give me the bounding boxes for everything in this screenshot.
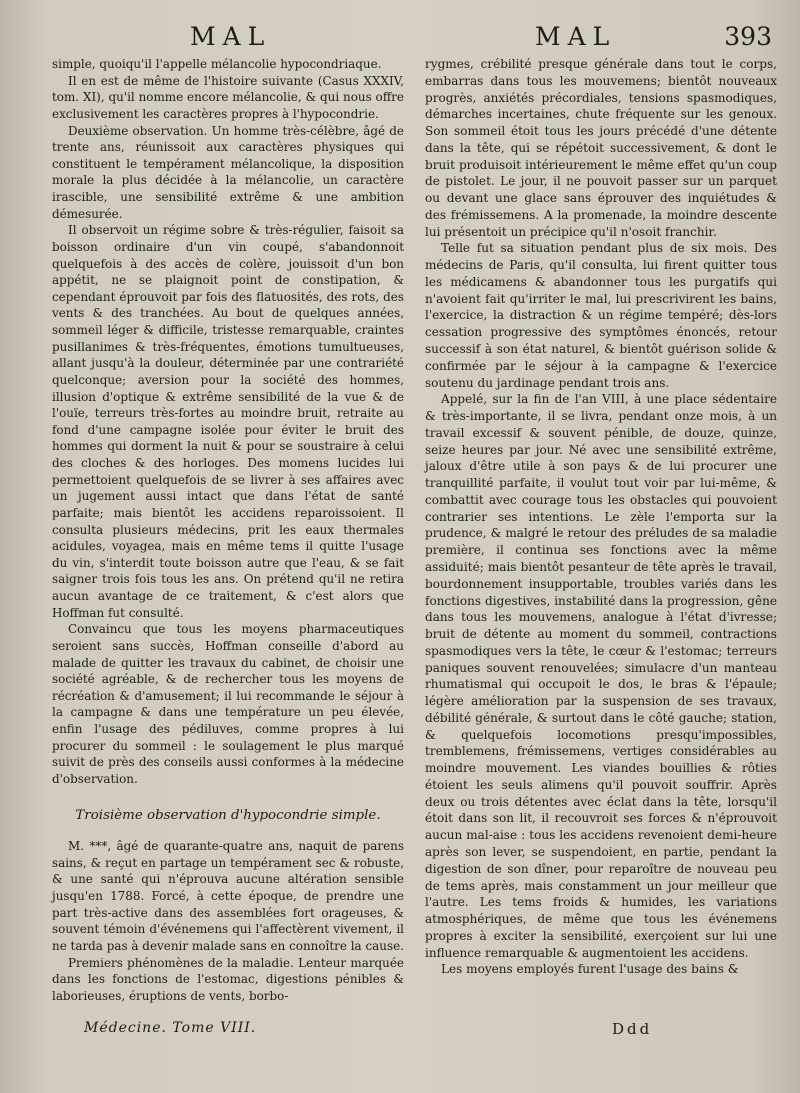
- paragraph: rygmes, crébilité presque générale dans tout le corps, embarras dans tous les mouvemens; bientôt nouveaux progrès, anxiétés précordiales, tensions spasmodiques, démarches incertaines, chute fréquente sur les genoux. Son sommeil étoit tous les jours précédé d'une détente dans la tête, qui se répétoit successivement, & dont le bruit produisoit intérieurement le même effet qu'un coup de pistolet. Le jour, il ne pouvoit passer sur un parquet ou devant une glace sans éprouver des inquiétudes & des frémissemens. A la promenade, la moindre descente lui présentoit un précipice qu'il n'osoit franchir.: [425, 57, 777, 239]
- paragraph: Premiers phénomènes de la maladie. Lenteur marquée dans les fonctions de l'estomac, digestions pénibles & laborieuses, éruptions de vents, borbo-: [52, 955, 404, 1003]
- running-head-left: MAL: [190, 22, 272, 51]
- paragraph: Il en est de même de l'histoire suivante (Casus XXXIV, tom. XI), qu'il nomme encore mélancolie, & qui nous offre exclusivement les caractères propres à l'hypocondrie.: [52, 73, 404, 121]
- page-number: 393: [724, 22, 772, 51]
- paragraph: Deuxième observation. Un homme très-célèbre, âgé de trente ans, réunissoit aux caractères physiques qui constituent le tempérament mélancolique, la disposition morale la plus décidée à la mélancolie, un caractère irascible, une sensibilité extrême & une ambition démesurée.: [52, 123, 404, 221]
- paragraph: M. ***, âgé de quarante-quatre ans, naquit de parens sains, & reçut en partage un tempérament sec & robuste, & une santé qui n'éprouva aucune altération sensible jusqu'en 1788. Forcé, à cette époque, de prendre une part très-active dans des assemblées fort orageuses, & souvent témoin d'événemens qui l'affectèrent vivement, il ne tarda pas à devenir malade sans en connoître la cause.: [52, 839, 404, 953]
- signature-mark: Ddd: [612, 1020, 653, 1038]
- left-column: [52, 56, 404, 1004]
- paragraph: Convaincu que tous les moyens pharmaceutiques seroient sans succès, Hoffman conseille d'abord au malade de quitter les travaux du cabinet, de choisir une société agréable, & de rechercher tous les moyens de récréation & d'amusement; il lui recommande le séjour à la campagne & dans une température un peu élevée, enfin l'usage des pédiluves, comme propres à lui procurer du sommeil : le soulagement le plus marqué suivit de près des conseils aussi conformes à la médecine d'observation.: [52, 622, 404, 786]
- paragraph: Telle fut sa situation pendant plus de six mois. Des médecins de Paris, qu'il consulta, lui firent quitter tous les médicamens & abandonner tous les purgatifs qui n'avoient fait qu'irriter le mal, lui prescrivirent les bains, l'exercice, la distraction & un régime tempéré; dès-lors cessation progressive des symptômes énoncés, retour successif à son état naturel, & bientôt guérison solide & confirmée par le séjour à la campagne & l'exercice soutenu du jardinage pendant trois ans.: [425, 241, 777, 390]
- paragraph: Il observoit un régime sobre & très-régulier, faisoit sa boisson ordinaire d'un vin coupé, s'abandonnoit quelquefois à des accès de colère, jouissoit d'un bon appétit, ne se plaignoit point de constipation, & cependant éprouvoit par fois des flatuosités, des rots, des vents & des tranchées. Au bout de quelques années, sommeil léger & difficile, tristesse remarquable, craintes pusillanimes & très-fréquentes, émotions tumultueuses, allant jusqu'à la douleur, déterminée par une contrariété quelconque; aversion pour la société des hommes, illusion d'optique & extrême sensibilité de la vue & de l'ouïe, terreurs très-fortes au moindre bruit, retraite au fond d'une campagne isolée pour éviter le bruit des hommes qui dorment la nuit & pour se soustraire à celui des cloches & des horloges. Des momens lucides lui permettoient quelquefois de se livrer à ses affaires avec un jugement aussi intact que dans l'état de santé parfaite; mais bientôt les accidens reparoissoient. Il consulta plusieurs médecins, prit les eaux thermales acidules, voyagea, mais en même tems il quitte l'usage du vin, s'interdit toute boisson autre que l'eau, & se fait saigner trois fois tous les ans. On prétend qu'il ne retira aucun avantage de ce traitement, & c'est alors que Hoffman fut consulté.: [52, 223, 404, 620]
- paragraph: Les moyens employés furent l'usage des bains &: [441, 962, 739, 977]
- running-head: [0, 22, 800, 54]
- volume-line: Médecine. Tome VIII.: [84, 1020, 257, 1036]
- right-column: [425, 56, 777, 978]
- paragraph: Appelé, sur la fin de l'an VIII, à une place sédentaire & très-importante, il se livra, pendant onze mois, à un travail excessif & souvent pénible, de douze, quinze, seize heures par jour. Né avec une sensibilité extrême, jaloux d'être utile à son pays & de lui procurer une tranquillité parfaite, il voulut tout voir par lui-même, & combattit avec courage tous les obstacles qui pouvoient contrarier ses intentions. Le zèle l'emporta sur la prudence, & malgré le retour des préludes de sa maladie première, il continua ses fonctions avec la même assiduité; mais bientôt pesanteur de tête après le travail, bourdonnement insupportable, troubles variés dans les fonctions digestives, instabilité dans la progression, gêne dans tous les mouvemens, analogue à l'état d'ivresse; bruit de détente au moment du sommeil, contractions spasmodiques vers la tête, le cœur & l'estomac; terreurs paniques souvent renouvelées; simulacre d'un manteau rhumatismal qui occupoit le dos, le bras & l'épaule; légère amélioration par la suspension de ses travaux, débilité générale, & surtout dans le côté gauche; station, & quelquefois locomotions presqu'impossibles, tremblemens, frémissemens, vertiges considérables au moindre mouvement. Les viandes bouillies & rôties étoient les seuls alimens qu'il pouvoit souffrir. Après deux ou trois détentes avec éclat dans la tête, lorsqu'il étoit dans son lit, il recouvroit ses forces & n'éprouvoit aucun mal-aise : tous les accidens revenoient demi-heure après son lever, se suspendoient, en partie, pendant la digestion de son dîner, pour reparoître de nouveau peu de tems après, mais constamment un jour meilleur que l'autre. Les tems froids & humides, les variations atmosphériques, de même que tous les événemens propres à exciter la sensibilité, exerçoient sur lui une influence remarquable & augmentoient les accidens.: [425, 392, 777, 960]
- page-footer: [0, 1020, 800, 1042]
- paragraph: simple, quoiqu'il l'appelle mélancolie hypocondriaque.: [52, 57, 382, 71]
- section-heading: Troisième observation d'hypocondrie simple.: [75, 807, 381, 823]
- running-head-right: MAL: [535, 22, 617, 51]
